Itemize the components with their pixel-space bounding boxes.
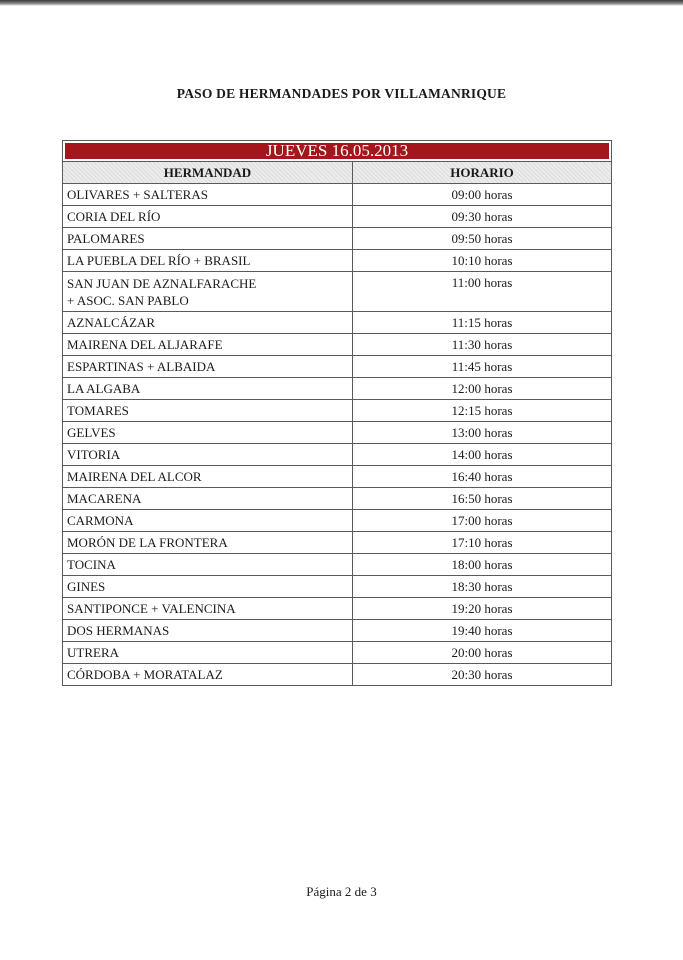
- schedule-table: [62, 140, 612, 686]
- horario-cell: 16:40 horas: [353, 466, 612, 488]
- hermandad-cell: MORÓN DE LA FRONTERA: [63, 532, 353, 554]
- horario-cell: 17:10 horas: [353, 532, 612, 554]
- hermandad-cell: VITORIA: [63, 444, 353, 466]
- table-row: [63, 466, 612, 488]
- table-row: [63, 576, 612, 598]
- hermandad-cell: MAIRENA DEL ALCOR: [63, 466, 353, 488]
- horario-cell: 18:00 horas: [353, 554, 612, 576]
- hermandad-cell: GELVES: [63, 422, 353, 444]
- hermandad-cell: MAIRENA DEL ALJARAFE: [63, 334, 353, 356]
- hermandad-cell: AZNALCÁZAR: [63, 312, 353, 334]
- column-header-hermandad: HERMANDAD: [63, 162, 353, 184]
- table-row: [63, 378, 612, 400]
- horario-cell: 12:00 horas: [353, 378, 612, 400]
- horario-cell: 09:50 horas: [353, 228, 612, 250]
- column-header-row: [63, 162, 612, 184]
- horario-cell: 20:00 horas: [353, 642, 612, 664]
- hermandad-cell: CORIA DEL RÍO: [63, 206, 353, 228]
- table-row: [63, 554, 612, 576]
- table-row: [63, 312, 612, 334]
- day-header-row: [63, 141, 612, 162]
- table-row: [63, 642, 612, 664]
- horario-cell: 13:00 horas: [353, 422, 612, 444]
- table-row: [63, 510, 612, 532]
- table-row: [63, 334, 612, 356]
- table-row: [63, 250, 612, 272]
- table-row: [63, 532, 612, 554]
- table-row: [63, 272, 612, 312]
- hermandad-cell: TOMARES: [63, 400, 353, 422]
- table-row: [63, 598, 612, 620]
- hermandad-cell: CARMONA: [63, 510, 353, 532]
- horario-cell: 09:00 horas: [353, 184, 612, 206]
- horario-cell: 16:50 horas: [353, 488, 612, 510]
- table-row: [63, 228, 612, 250]
- horario-cell: 17:00 horas: [353, 510, 612, 532]
- horario-cell: 11:00 horas: [353, 272, 612, 312]
- hermandad-cell: LA ALGABA: [63, 378, 353, 400]
- hermandad-cell: SANTIPONCE + VALENCINA: [63, 598, 353, 620]
- horario-cell: 20:30 horas: [353, 664, 612, 686]
- horario-cell: 11:15 horas: [353, 312, 612, 334]
- hermandad-cell: UTRERA: [63, 642, 353, 664]
- table-row: [63, 356, 612, 378]
- hermandad-cell: ESPARTINAS + ALBAIDA: [63, 356, 353, 378]
- table-row: [63, 400, 612, 422]
- hermandad-cell: PALOMARES: [63, 228, 353, 250]
- hermandad-cell: DOS HERMANAS: [63, 620, 353, 642]
- table-row: [63, 184, 612, 206]
- horario-cell: 18:30 horas: [353, 576, 612, 598]
- hermandad-cell: SAN JUAN DE AZNALFARACHE + ASOC. SAN PABLO: [63, 272, 353, 312]
- table-row: [63, 444, 612, 466]
- horario-cell: 19:40 horas: [353, 620, 612, 642]
- table-row: [63, 422, 612, 444]
- hermandad-cell: LA PUEBLA DEL RÍO + BRASIL: [63, 250, 353, 272]
- day-header: JUEVES 16.05.2013: [63, 141, 612, 162]
- table-row: [63, 664, 612, 686]
- table-row: [63, 488, 612, 510]
- horario-cell: 19:20 horas: [353, 598, 612, 620]
- table-row: [63, 620, 612, 642]
- hermandad-cell: MACARENA: [63, 488, 353, 510]
- horario-cell: 14:00 horas: [353, 444, 612, 466]
- table-row: [63, 206, 612, 228]
- schedule-rows: [63, 184, 612, 686]
- document-title: PASO DE HERMANDADES POR VILLAMANRIQUE: [176, 86, 507, 101]
- hermandad-cell: OLIVARES + SALTERAS: [63, 184, 353, 206]
- horario-cell: 10:10 horas: [353, 250, 612, 272]
- hermandad-cell: TOCINA: [63, 554, 353, 576]
- hermandad-cell: GINES: [63, 576, 353, 598]
- page-number: Página 2 de 3: [306, 884, 377, 899]
- horario-cell: 09:30 horas: [353, 206, 612, 228]
- horario-cell: 11:45 horas: [353, 356, 612, 378]
- horario-cell: 12:15 horas: [353, 400, 612, 422]
- scan-edge: [0, 0, 683, 6]
- hermandad-cell: CÓRDOBA + MORATALAZ: [63, 664, 353, 686]
- column-header-horario: HORARIO: [353, 162, 612, 184]
- horario-cell: 11:30 horas: [353, 334, 612, 356]
